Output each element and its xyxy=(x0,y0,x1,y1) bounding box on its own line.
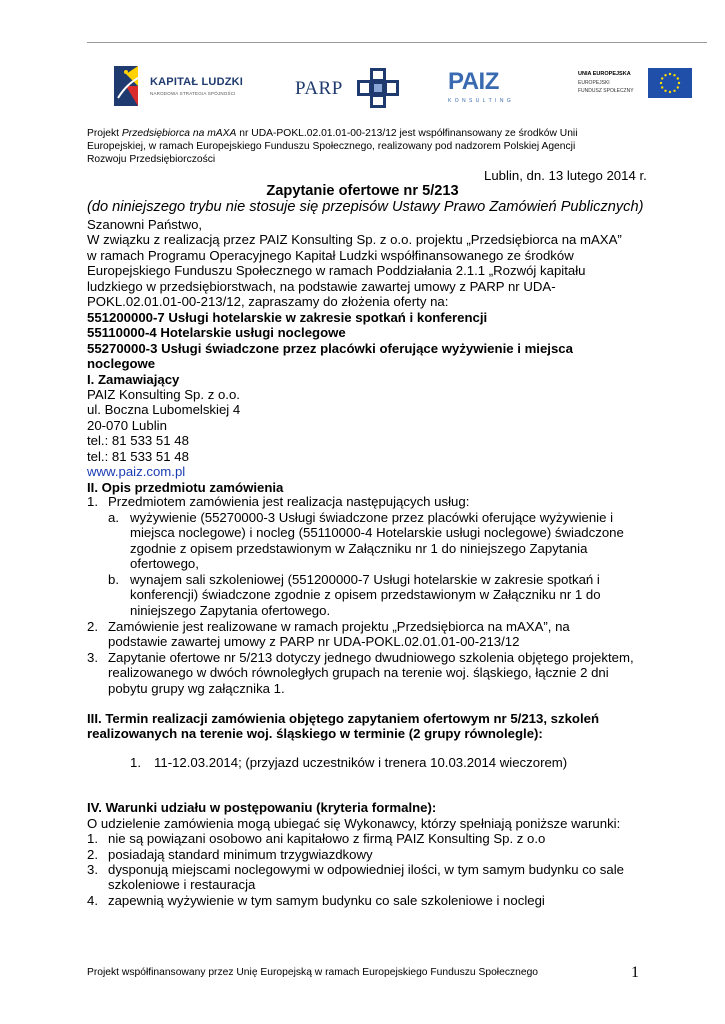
sublist-line: wyżywienie (55270000-3 Usługi świadczone przez placówki oferujące wyżywienie i xyxy=(130,510,614,525)
intro-line: POKL.02.01.01-00-213/12, zapraszamy do złożenia oferty na: xyxy=(87,294,449,310)
list-line: Zamówienie jest realizowane w ramach projektu „Przedsiębiorca na mAXA”, na xyxy=(108,619,570,634)
list-item xyxy=(108,650,634,696)
eu-logo xyxy=(578,68,693,104)
sublist-line: niniejszego Zapytania ofertowego. xyxy=(130,602,331,618)
sublist-line: konferencji) świadczone zgodnie z opisem przedstawionym w Załączniku nr 1 do xyxy=(130,587,601,603)
date-line: Lublin, dn. 13 lutego 2014 r. xyxy=(484,168,647,183)
sublist-item-a xyxy=(130,510,624,572)
list-number: 3. xyxy=(87,650,98,665)
cpv-code-continued: noclegowe xyxy=(87,356,156,372)
kapital-ludzki-icon xyxy=(112,64,146,108)
sublist-line: miejsca noclegowe) i nocleg (55110000-4 Hotelarskie usługi noclegowe) świadczone xyxy=(130,525,624,541)
list-line: realizowanego w dwóch równoległych grupach na terenie woj. śląskiego, łącznie 2 dni xyxy=(108,665,609,681)
paiz-logo xyxy=(448,64,538,108)
logo-bar xyxy=(100,62,700,110)
intro-line: Szanowni Państwo, xyxy=(87,217,203,232)
phone-line: tel.: 81 533 51 48 xyxy=(87,448,189,464)
address-line: ul. Boczna Lubomelskiej 4 xyxy=(87,402,241,418)
address-line: 20-070 Lublin xyxy=(87,417,167,433)
list-number: 3. xyxy=(87,862,98,877)
project-note-line2: Europejskiej, w ramach Europejskiego Funduszu Społecznego, realizowany pod nadzorem Polskiej Agencji xyxy=(87,141,576,152)
project-name: Przedsiębiorca na mAXA xyxy=(121,128,237,139)
intro-line: W związku z realizacją przez PAIZ Konsulting Sp. z o.o. projektu „Przedsiębiorca na mAXA” xyxy=(87,232,622,248)
top-rule xyxy=(87,42,707,43)
kl-title: KAPITAŁ LUDZKI xyxy=(150,76,244,88)
paiz-text: PAIZ xyxy=(448,68,499,95)
sublist-letter: b. xyxy=(108,572,119,587)
intro-line: Europejskiego Funduszu Społecznego w ramach Poddziałania 2.1.1 „Rozwój kapitału xyxy=(87,263,586,279)
list-number: 1. xyxy=(87,831,98,846)
kapital-ludzki-logo xyxy=(112,64,242,108)
kl-subtitle: NARODOWA STRATEGIA SPÓJNOŚCI xyxy=(150,91,236,96)
section4-intro: O udzielenie zamówienia mogą ubiegać się Wykonawcy, którzy spełniają poniższe warunki: xyxy=(87,816,621,831)
section1-heading: I. Zamawiający xyxy=(87,371,180,387)
sublist-line: wynajem sali szkoleniowej (551200000-7 Usługi hotelarskie w zakresie spotkań i xyxy=(130,572,600,587)
phone-line: tel.: 81 533 51 48 xyxy=(87,433,189,449)
condition-item: zapewnią wyżywienie w tym samym budynku co sale szkoleniowe i noclegi xyxy=(108,893,545,908)
cpv-code: 55270000-3 Usługi świadczone przez placówki oferujące wyżywienie i miejsca xyxy=(87,340,573,356)
sublist-letter: a. xyxy=(108,510,119,525)
eu-flag-icon xyxy=(648,68,692,98)
cpv-code: 55110000-4 Hotelarskie usługi noclegowe xyxy=(87,325,346,341)
parp-icon xyxy=(357,68,399,108)
list-number: 2. xyxy=(87,847,98,862)
eu-line3: FUNDUSZ SPOŁECZNY xyxy=(578,88,634,94)
sublist-line: zgodnie z opisem przedstawionym w Załączniku nr 1 do niniejszego Zapytania xyxy=(130,540,588,556)
condition-line: szkoleniowe i restauracja xyxy=(108,877,256,893)
condition-item: posiadają standard minimum trzygwiazdkowy xyxy=(108,847,373,862)
project-note xyxy=(87,127,578,166)
list-item xyxy=(108,619,570,650)
section3-heading xyxy=(87,711,599,742)
parp-logo xyxy=(295,68,405,108)
section4-heading: IV. Warunki udziału w postępowaniu (kryteria formalne): xyxy=(87,800,437,815)
website-link[interactable]: www.paiz.com.pl xyxy=(87,464,186,480)
eu-line2: EUROPEJSKI xyxy=(578,80,610,86)
eu-line1: UNIA EUROPEJSKA xyxy=(578,71,631,77)
section2-heading: II. Opis przedmiotu zamówienia xyxy=(87,479,284,495)
page-number: 1 xyxy=(631,964,639,981)
condition-item xyxy=(108,862,624,893)
list-line: Zapytanie ofertowe nr 5/213 dotyczy jednego dwudniowego szkolenia objętego projektem, xyxy=(108,650,634,665)
list-number: 1. xyxy=(130,755,141,770)
heading-line: realizowanych na terenie woj. śląskiego w terminie (2 grupy równolegle): xyxy=(87,726,543,742)
cpv-code: 551200000-7 Usługi hotelarskie w zakresie spotkań i konferencji xyxy=(87,309,488,325)
project-prefix: Projekt xyxy=(87,128,122,139)
list-item: Przedmiotem zamówienia jest realizacja następujących usług: xyxy=(108,494,470,509)
intro-paragraph xyxy=(87,217,622,495)
condition-item: nie są powiązani osobowo ani kapitałowo z firmą PAIZ Konsulting Sp. z o.o xyxy=(108,831,546,846)
page-footer: Projekt współfinansowany przez Unię Europejską w ramach Europejskiego Funduszu Społecznego xyxy=(87,967,539,978)
list-number: 2. xyxy=(87,619,98,634)
parp-text: PARP xyxy=(295,78,343,99)
project-note-line3: Rozwoju Przedsiębiorczości xyxy=(87,154,216,165)
list-line: podstawie zawartej umowy z PARP nr UDA-POKL.02.01.01-00-213/12 xyxy=(108,634,520,650)
heading-line: III. Termin realizacji zamówienia objętego zapytaniem ofertowym nr 5/213, szkoleń xyxy=(87,711,600,726)
condition-line: dysponują miejscami noclegowymi w odpowiedniej ilości, w tym samym budynku co sale xyxy=(108,862,624,877)
project-note-line1 xyxy=(87,127,578,140)
address-line: PAIZ Konsulting Sp. z o.o. xyxy=(87,386,240,402)
list-line: pobytu grupy wg załącznika 1. xyxy=(108,680,285,696)
intro-line: w ramach Programu Operacyjnego Kapitał Ludzki współfinansowanego ze środków xyxy=(87,247,574,263)
document-subtitle: (do niniejszego trybu nie stosuje się przepisów Ustawy Prawo Zamówień Publicznych) xyxy=(87,199,644,215)
project-rest: nr UDA-POKL.02.01.01-00-213/12 jest współfinansowany ze środków Unii xyxy=(236,128,578,139)
paiz-subtitle: KONSULTING xyxy=(448,98,515,104)
intro-line: ludzkiego w przedsiębiorstwach, na podstawie zawartej umowy z PARP nr UDA- xyxy=(87,278,556,294)
document-title: Zapytanie ofertowe nr 5/213 xyxy=(266,183,459,199)
list-number: 1. xyxy=(87,494,98,509)
sublist-line: ofertowego, xyxy=(130,556,199,572)
sublist-item-b xyxy=(130,572,601,618)
list-number: 4. xyxy=(87,893,98,908)
term-item: 11-12.03.2014; (przyjazd uczestników i trenera 10.03.2014 wieczorem) xyxy=(154,755,568,770)
